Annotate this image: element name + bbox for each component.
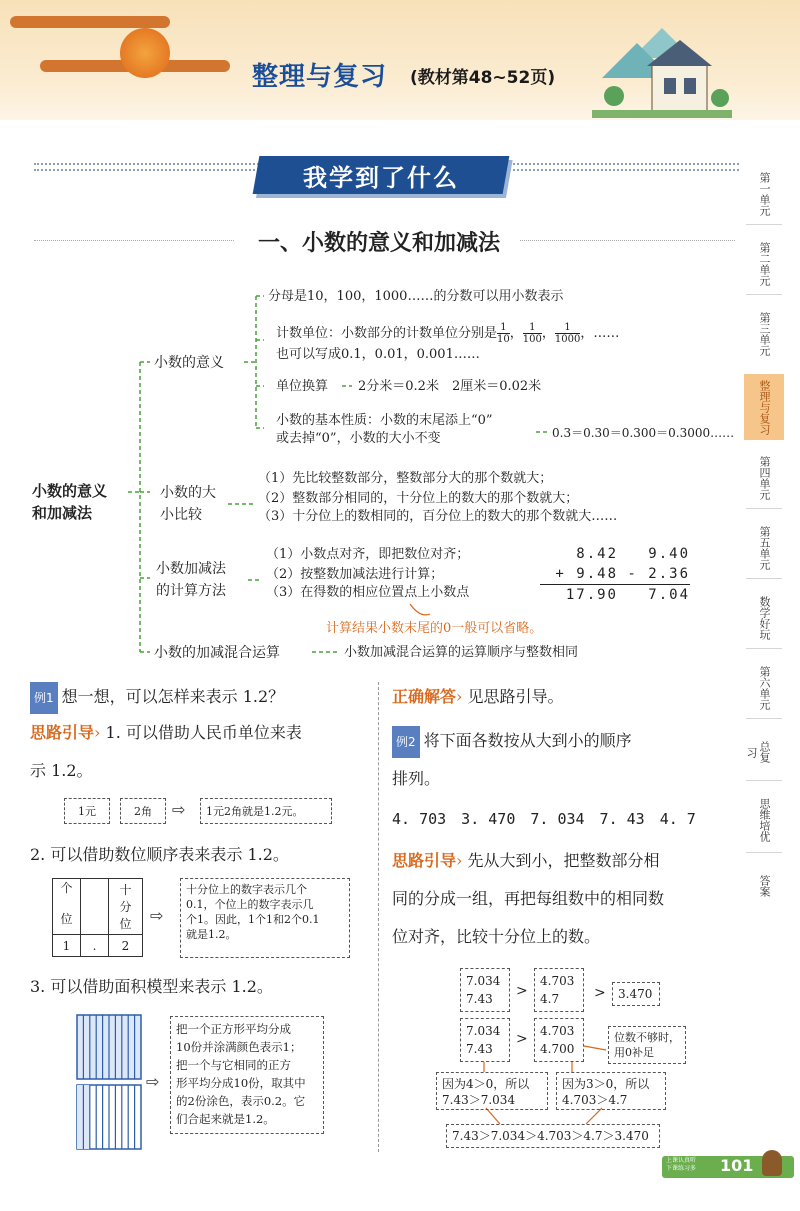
branch-item: 单位换算 — [276, 379, 329, 394]
branch-label-line: 小数加减法 — [156, 561, 226, 577]
question-text: 将下面各数按从大到小的顺序 — [423, 731, 632, 750]
note-line: 位数不够时， — [614, 1031, 680, 1044]
group-box-4 — [534, 968, 584, 1012]
example-label: 例2 — [392, 726, 420, 758]
footer-slogan — [666, 1157, 696, 1173]
pv-header-char: 位 — [60, 912, 73, 926]
page-number: 101 — [720, 1156, 754, 1175]
right-arrow-icon: ⇨ — [172, 800, 186, 819]
side-tab[interactable]: 第四单元 — [758, 456, 771, 500]
final-order-box: 7.43＞7.034＞4.703＞4.7＞3.470 — [446, 1124, 660, 1148]
money-result-box: 1元2角就是1.2元。 — [200, 798, 332, 824]
branch-item: 小数的基本性质：小数的末尾添上“0” — [276, 413, 493, 428]
slogan-line: 上课认真听 — [666, 1157, 697, 1164]
difference: 7.04 — [648, 587, 690, 603]
hint-text: 1. 可以借助人民币单位来表 — [105, 723, 302, 742]
aligned-box-4 — [534, 1018, 584, 1062]
counting-unit-label: 计数单位：小数部分的计数单位分别是 — [276, 326, 498, 341]
zero-fill-note — [608, 1026, 686, 1064]
calc-rule: （3）在得数的相应位置点上小数点 — [266, 585, 470, 600]
greater-than-sign: > — [594, 985, 606, 1001]
money-box-jiao: 2角 — [120, 798, 166, 824]
note-line: 形平均分成10份，取其中 — [176, 1076, 306, 1090]
note-line: 把一个正方形平均分成 — [176, 1022, 291, 1036]
side-tab[interactable]: 第一单元 — [758, 172, 771, 216]
note-line: 的2份涂色，表示0.2。它 — [176, 1094, 306, 1108]
page-number-badge — [662, 1156, 794, 1178]
branch-label-line: 的计算方法 — [156, 583, 226, 599]
example2-numbers: 4. 703 3. 470 7. 034 7. 43 4. 7 — [392, 810, 696, 828]
fraction-numerator: 1 — [523, 322, 542, 334]
comparison-rule: （3）十分位上的数相同的，百分位上的数大的那个数就大…… — [258, 509, 618, 524]
fraction-denominator: 10 — [497, 334, 510, 345]
number: 7.034 — [466, 974, 501, 988]
number: 4.703 — [540, 974, 575, 988]
calc-rule: （2）按整数加减法进行计算； — [266, 567, 444, 582]
banner-title: 我学到了什么 — [303, 164, 459, 192]
page-title: 整理与复习 — [252, 62, 388, 92]
addend: + 9.48 — [540, 564, 618, 585]
number: 7.034 — [466, 1024, 501, 1038]
number: 4.703 — [540, 1024, 575, 1038]
mindmap-root-line: 小数的意义 — [32, 482, 108, 500]
note-line: 用0补足 — [614, 1046, 654, 1059]
side-tab-active[interactable]: 整理与复习 — [744, 374, 784, 440]
number: 4.700 — [540, 1042, 575, 1056]
separator: ， — [541, 326, 555, 341]
note-line: 把一个与它相同的正方 — [176, 1058, 291, 1072]
pv-tenths-value: 2 — [109, 935, 143, 957]
caret-icon: › — [94, 723, 101, 742]
greater-than-sign: > — [516, 983, 528, 999]
right-arrow-icon: ⇨ — [146, 1072, 160, 1091]
example2-question-cont: 排列。 — [392, 769, 441, 788]
branch-decimal-meaning: 小数的意义 — [154, 355, 224, 371]
group-box-7 — [460, 968, 510, 1012]
side-tab[interactable]: 答案 — [758, 875, 771, 897]
note-line: 个1。因此，1个1和2个0.1 — [186, 913, 320, 926]
sum: 17.90 — [565, 587, 618, 603]
aligned-box-7 — [460, 1018, 510, 1062]
question-text: 想一想，可以怎样来表示 1.2？ — [61, 687, 285, 706]
greater-than-sign: > — [516, 1031, 528, 1047]
hint-label: 思路引导 — [30, 723, 95, 742]
hint-label: 思路引导 — [392, 851, 457, 870]
number: 4.7 — [540, 992, 560, 1006]
fraction-denominator: 1000 — [554, 334, 581, 345]
example2-hint-cont: 同的分成一组，再把每组数中的相同数 — [392, 889, 665, 908]
caret-icon: › — [456, 851, 463, 870]
side-tab[interactable]: 第三单元 — [758, 312, 771, 356]
pv-header-char: 位 — [119, 917, 132, 931]
note-line: 就是1.2。 — [186, 928, 237, 941]
branch-item: 或去掉“0”，小数的大小不变 — [276, 431, 441, 446]
ellipsis: ，…… — [580, 326, 620, 341]
side-tab[interactable]: 第五单元 — [758, 526, 771, 570]
unit-conversion-example: 2分米＝0.2米 2厘米＝0.02米 — [358, 379, 542, 394]
branch-item: 分母是10，100，1000……的分数可以用小数表示 — [268, 289, 564, 304]
pv-header-char: 分 — [119, 900, 132, 914]
number: 7.43 — [466, 1042, 493, 1056]
answer-label: 正确解答 — [392, 687, 457, 706]
reason-line: 7.43＞7.034 — [442, 1093, 516, 1107]
calc-note: 计算结果小数末尾的0一般可以省略。 — [326, 621, 543, 636]
mascot-icon — [762, 1150, 782, 1176]
reason-box-2 — [556, 1072, 666, 1110]
example1-hint3: 3. 可以借助面积模型来表示 1.2。 — [30, 977, 273, 996]
note-line: 们合起来就是1.2。 — [176, 1112, 275, 1126]
side-tab[interactable]: 数学好玩 — [758, 596, 771, 640]
side-tab[interactable]: 第二单元 — [758, 242, 771, 286]
right-arrow-icon: ⇨ — [150, 906, 164, 925]
section-title: 一、小数的意义和加减法 — [258, 231, 501, 256]
mindmap-root-line: 和加减法 — [32, 504, 93, 522]
branch-label-line: 小比较 — [160, 507, 202, 523]
branch-item: 也可以写成0.1，0.01，0.001…… — [276, 347, 480, 362]
separator: ， — [509, 326, 523, 341]
fraction-denominator: 100 — [522, 334, 542, 345]
reason-line: 4.703＞4.7 — [562, 1093, 628, 1107]
example-label: 例1 — [30, 682, 58, 714]
pv-dot: . — [81, 935, 109, 957]
fraction-numerator: 1 — [497, 322, 510, 334]
number: 7.43 — [466, 992, 493, 1006]
example1-hint2: 2. 可以借助数位顺序表来表示 1.2。 — [30, 845, 289, 864]
reason-box-1 — [436, 1072, 548, 1110]
reason-line: 因为3＞0，所以 — [562, 1077, 650, 1091]
pv-header-char: 十 — [119, 883, 132, 897]
note-line: 十分位上的数字表示几个 — [186, 883, 307, 896]
comparison-rule: （1）先比较整数部分，整数部分大的那个数就大； — [258, 471, 553, 486]
calc-rule: （1）小数点对齐，即把数位对齐； — [266, 547, 470, 562]
mixed-operation-rule: 小数加减混合运算的运算顺序与整数相同 — [344, 645, 579, 660]
answer-text: 见思路引导。 — [467, 687, 564, 706]
comparison-rule: （2）整数部分相同的，十分位上的数大的那个数就大； — [258, 491, 579, 506]
pv-header-char: 个 — [60, 881, 73, 895]
page-subtitle: (教材第48~52页) — [410, 68, 556, 88]
note-line: 0.1，个位上的数字表示几 — [186, 898, 314, 911]
minuend: 9.40 — [648, 546, 690, 562]
note-line: 10份并涂满颜色表示1； — [176, 1040, 302, 1054]
side-tab[interactable]: 思维培优 — [758, 798, 771, 842]
group-box-3: 3.470 — [612, 982, 660, 1006]
pv-ones-value: 1 — [53, 935, 81, 957]
reason-line: 因为4＞0，所以 — [442, 1077, 530, 1091]
side-tab[interactable]: 总复习 — [745, 741, 771, 763]
money-box-yuan: 1元 — [64, 798, 110, 824]
example2-hint-cont: 位对齐，比较十分位上的数。 — [392, 927, 601, 946]
branch-mixed-operation: 小数的加减混合运算 — [154, 645, 280, 661]
basic-property-example: 0.3＝0.30＝0.300＝0.3000…… — [552, 426, 735, 440]
addend: 8.42 — [576, 546, 618, 562]
subtrahend: - 2.36 — [618, 564, 690, 585]
example1-hint-cont: 示 1.2。 — [30, 761, 93, 780]
branch-label-line: 小数的大 — [160, 485, 216, 501]
slogan-line: 下课练习多 — [666, 1165, 697, 1172]
side-tab[interactable]: 第六单元 — [758, 666, 771, 710]
caret-icon: › — [456, 687, 463, 706]
hint-text: 先从大到小，把整数部分相 — [467, 851, 660, 870]
fraction-numerator: 1 — [555, 322, 580, 334]
